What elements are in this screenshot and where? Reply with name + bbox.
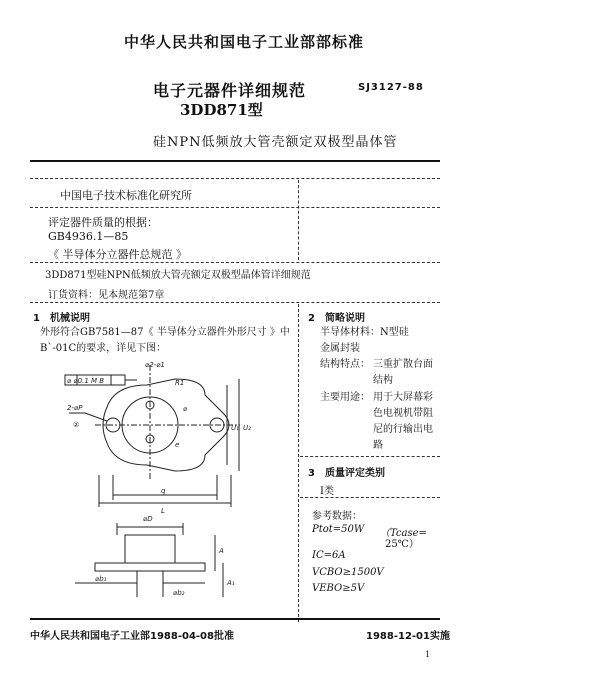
label-u2: U₂: [243, 424, 251, 432]
label-top-dim: ⌀2-⌀1: [145, 361, 165, 369]
page-number: 1: [425, 650, 431, 659]
outline-drawing: [55, 355, 295, 605]
usage-line-2: 色电视机带阻: [373, 408, 433, 419]
quality-basis-label: 评定器件质量的根据：: [48, 216, 158, 229]
ic-value: IC=6A: [312, 550, 346, 561]
doc-title: 电子元器件详细规范: [153, 81, 307, 100]
ptot-value: Ptot=50W: [312, 524, 365, 535]
order-info: 订货资料：见本规范第7章: [48, 290, 165, 301]
section2-heading: 2 简略说明: [308, 313, 365, 324]
side-cap: [125, 535, 175, 563]
label-phi-b1: ⌀b₁: [95, 575, 107, 583]
label-e: e: [175, 441, 180, 449]
column-divider: [298, 304, 299, 622]
vebo-value: VEBO≥5V: [312, 583, 365, 594]
tcase-value: （Tcase=: [380, 528, 427, 539]
ref-data-label: 参考数据：: [312, 511, 362, 522]
usage-line-1: 用于大屏幕彩: [373, 392, 433, 403]
label-hole: 2-⌀P: [67, 404, 83, 412]
structure-label: 结构特点：: [320, 359, 370, 370]
info-rule-1: [30, 207, 440, 208]
section1-line1: 外形符合GB7581—87《 半导体分立器件外形尺寸 》中: [40, 327, 290, 338]
usage-label: 主要用途：: [320, 392, 370, 403]
std-code: SJ3127-88: [358, 82, 424, 93]
structure-value-2: 结构: [373, 375, 393, 386]
label-q: q: [161, 487, 166, 495]
section1-heading: 1 机械说明: [33, 313, 90, 324]
general-spec: 《 半导体分立器件总规范 》: [48, 248, 187, 261]
package: 金属封装: [320, 343, 360, 354]
label-tol-box: ⌀ ⌀0.1 M B: [67, 377, 105, 385]
usage-line-4: 路: [373, 440, 383, 451]
footer-rule: [30, 618, 440, 620]
label-d: ⌀: [183, 405, 188, 413]
doc-subtitle: 硅NPN低频放大管壳额定双极型晶体管: [153, 135, 398, 150]
section3-rule-2: [300, 497, 440, 498]
section3-heading: 3 质量评定类别: [308, 468, 385, 479]
gb-reference: GB4936.1—85: [48, 230, 129, 243]
label-phi-d: ⌀D: [143, 515, 153, 523]
implementation-date: 1988-12-01实施: [366, 631, 450, 642]
label-a: A: [219, 547, 224, 555]
detail-spec: 3DD871型硅NPN低频放大管壳额定双极型晶体管详细规范: [45, 270, 311, 281]
section-rule: [30, 302, 440, 303]
label-r1: R1: [175, 379, 185, 387]
info-box-divider: [298, 180, 299, 260]
label-b: ②: [73, 421, 80, 429]
tcase-value-2: 25℃）: [385, 539, 419, 550]
vcbo-value: VCBO≥1500V: [312, 567, 384, 578]
structure-value-1: 三重扩散台面: [373, 359, 433, 370]
label-u1: U₁: [231, 424, 239, 432]
label-a1: A₁: [227, 579, 235, 587]
section3-rule: [300, 456, 440, 457]
org-standard-title: 中华人民共和国电子工业部部标准: [124, 33, 365, 51]
top-rule-dashed: [30, 178, 440, 179]
material: 半导体材料：N型硅: [320, 327, 409, 338]
approval-note: 中华人民共和国电子工业部1988-04-08批准: [30, 631, 234, 642]
top-rule: [30, 160, 440, 162]
section1-line2: B`-01C的要求，详见下图：: [40, 343, 167, 354]
part-number: 3DD871型: [180, 101, 263, 119]
usage-line-3: 尼的行输出电: [373, 424, 433, 435]
info-rule-2: [30, 262, 440, 263]
label-l: L: [161, 507, 165, 515]
institute-name: 中国电子技术标准化研究所: [60, 189, 192, 202]
label-phi-b2: ⌀b₂: [173, 589, 185, 597]
side-flange: [95, 563, 205, 571]
quality-category: Ⅰ类: [320, 486, 334, 497]
